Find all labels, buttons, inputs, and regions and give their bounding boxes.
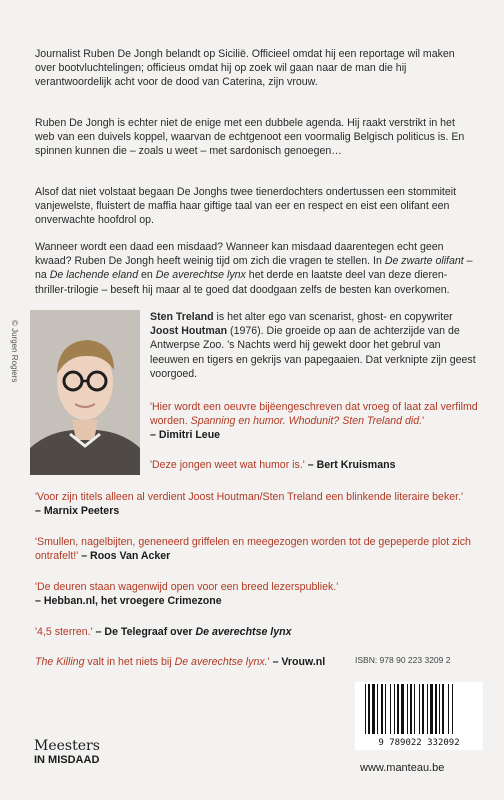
quote-text: 'De deuren staan wagenwijd open voor een breed lezerspubliek.': [35, 581, 339, 593]
review-quote: [150, 400, 480, 443]
book-title: De zwarte olifant: [384, 255, 464, 268]
quote-source: De averechtse lynx: [195, 626, 292, 638]
logo-text-bottom: IN MISDAAD: [34, 754, 100, 766]
isbn-label: ISBN: 978 90 223 3209 2: [355, 655, 451, 665]
barcode-bars: [355, 684, 483, 740]
blurb-text: Wanneer wordt een daad een misdaad? Wanneer kan misdaad daarentegen echt geen kwaad? Ruben De Jongh heeft weinig tijd om zich die vragen te stellen. In: [35, 241, 444, 268]
author-pseudonym: Sten Treland: [150, 311, 214, 323]
quote-text: 'Deze jongen weet wat humor is.': [150, 459, 305, 471]
photo-credit: © Jurgen Rogiers: [10, 320, 19, 383]
quote-text: ': [422, 415, 425, 428]
review-quote: [35, 655, 355, 669]
blurb-text: en: [138, 269, 156, 282]
blurb-text: – na: [35, 255, 473, 282]
author-bio: [150, 310, 480, 381]
barcode: [355, 682, 483, 750]
quote-source: – Bert Kruismans: [307, 459, 396, 471]
quote-text: ': [267, 656, 270, 668]
quote-text: 'Hier wordt een oeuvre bijëengeschreven dat vroeg of laat zal verfilmd worden.: [150, 401, 478, 428]
review-quote: [35, 625, 335, 639]
bio-text: (1976). Die groeide op aan de achterzijde van de Antwerpse Zoo. 's Nachts werd hij gewekt door het gebrul van leeuwen en tigers en gekrijs van papegaaien. Dat verknipte zijn geest voorgoed.: [150, 325, 476, 380]
quote-text: '4,5 sterren.': [35, 626, 93, 638]
review-quote: [35, 490, 475, 518]
quote-source: – Marnix Peeters: [35, 505, 120, 518]
author-realname: Joost Houtman: [150, 325, 228, 338]
publisher-logo: [34, 738, 100, 766]
quote-text: The Killing: [35, 656, 85, 668]
publisher-website: www.manteau.be: [360, 762, 445, 774]
quote-text: Spanning en humor. Whodunit? Sten Treland did.: [190, 415, 423, 428]
book-title: De averechtse lynx: [155, 269, 246, 282]
quote-text: 'Smullen, nagelbijten, geneneerd griffelen en meegezogen worden tot de gepeperde plot zich ontrafelt!': [35, 536, 471, 563]
book-title: De lachende eland: [49, 269, 139, 282]
quote-text: 'Voor zijn titels alleen al verdient Joost Houtman/Sten Treland een blinkende literaire beker.': [35, 491, 464, 503]
quote-text: De averechtse lynx.: [174, 656, 268, 668]
blurb-paragraph-3: Alsof dat niet volstaat begaan De Jonghs twee tienerdochters ondertussen een stommiteit vanjewelste, fluistert de maffia haar giftige taal van eer en respect en eist een olifant een onverwachte hoofdrol op.: [35, 186, 457, 227]
blurb-paragraph-2: Ruben De Jongh is echter niet de enige met een dubbele agenda. Hij raakt verstrikt in het web van een duivels koppel, waarvan de echtgenoot een voormalig Belgisch politicus is. En spinnen kunnen die – zoals u weet – met sardonisch genoegen…: [35, 117, 465, 158]
blurb-paragraph-1: Journalist Ruben De Jongh belandt op Sicilië. Officieel omdat hij een reportage wil maken over bootvluchtelingen; officieus omdat hij op zoek wil gaan naar de man die hij verantwoordelijk acht voor de dood van Caterina, zijn vrouw.: [35, 48, 455, 89]
quote-source: – Vrouw.nl: [272, 656, 326, 668]
barcode-number: 9 789022 332092: [378, 738, 460, 748]
quote-source: – De Telegraaf over: [95, 626, 196, 638]
bio-text: is het alter ego van scenarist, ghost- en copywriter: [213, 311, 453, 323]
review-quote: [150, 458, 480, 472]
blurb-text: het derde en laatste deel van deze dieren-thriller-trilogie – beseft hij maar al te goed dat doodgaan zelfs de besten kan overkomen.: [35, 269, 450, 296]
quote-source: – Hebban.nl, het vroegere Crimezone: [35, 595, 222, 608]
quote-source: – Dimitri Leue: [150, 429, 221, 442]
logo-text-top: Meesters: [34, 738, 100, 754]
quote-text: valt in het niets bij: [84, 656, 175, 668]
quote-source: – Roos Van Acker: [81, 550, 171, 563]
blurb-paragraph-4: [35, 240, 475, 297]
author-photo: [30, 310, 140, 475]
review-quote: [35, 580, 475, 608]
review-quote: [35, 535, 475, 563]
